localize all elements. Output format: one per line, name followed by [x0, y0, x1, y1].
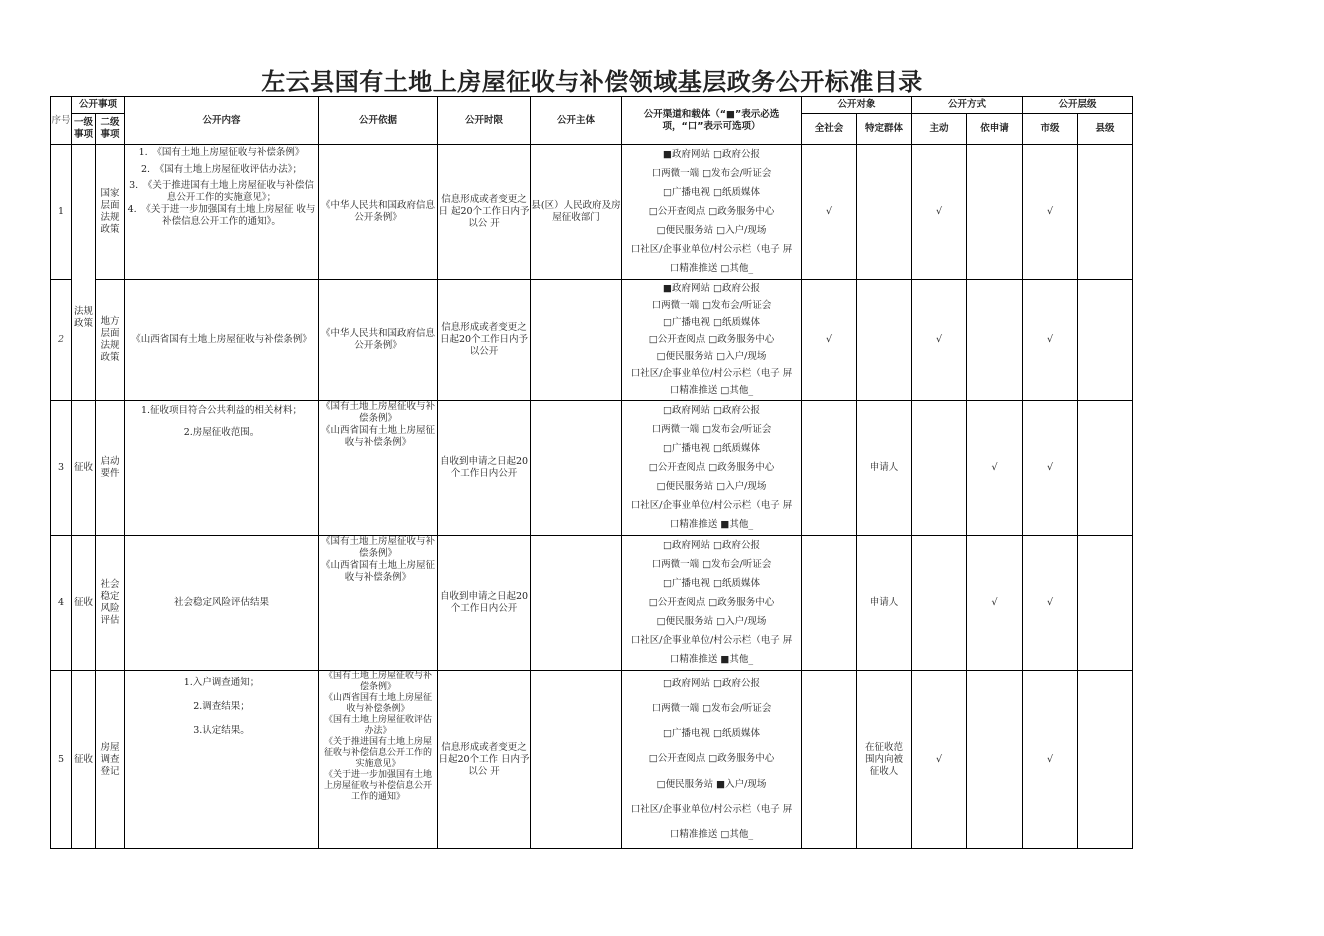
header-audience: 公开对象 — [802, 97, 912, 114]
row-deadline: 自收到申请之日起20个工作日内公开 — [438, 536, 531, 671]
row-content — [125, 145, 319, 280]
check-proactive — [912, 401, 967, 536]
channel-line: □便民服务站 ■入户/现场 — [656, 778, 767, 790]
channel-line: □便民服务站 □入户/现场 — [656, 351, 767, 362]
row-deadline: 信息形成或者变更之日起20个工作 日内予以公 开 — [438, 671, 531, 849]
header-level1: 一级事项 — [72, 114, 96, 145]
header-county: 县级 — [1078, 114, 1133, 145]
content-line: 1.入户调查通知； — [183, 677, 260, 688]
header-basis: 公开依据 — [319, 97, 438, 145]
check-city: √ — [1023, 671, 1078, 849]
page-title: 左云县国有土地上房屋征收与补偿领域基层政务公开标准目录 — [261, 68, 923, 96]
check-proactive: √ — [912, 280, 967, 401]
content-line: 2.房屋征收范围。 — [183, 427, 260, 438]
header-proactive: 主动 — [912, 114, 967, 145]
header-level: 公开层级 — [1023, 97, 1133, 114]
table-row — [51, 401, 1133, 536]
channel-line: □公开查阅点 □政务服务中心 — [648, 334, 775, 345]
channel-line: □广播电视 □纸质媒体 — [663, 578, 760, 589]
channel-line: 口社区/企事业单位/村公示栏（电子 屏 — [630, 244, 793, 255]
row-level2: 社会稳定风险评估 — [96, 536, 125, 671]
header-channel: 公开渠道和载体（“■”表示必选 项，“口”表示可选项） — [622, 97, 802, 145]
table-row — [51, 145, 1133, 280]
check-specific-group — [857, 280, 912, 401]
check-city: √ — [1023, 536, 1078, 671]
row-level2: 启动要件 — [96, 401, 125, 536]
check-county — [1078, 671, 1133, 849]
row-deadline: 信息形成或者变更之日 起20个工作日内予以公 开 — [438, 145, 531, 280]
row-subject — [531, 536, 622, 671]
header-city: 市级 — [1023, 114, 1078, 145]
check-county — [1078, 401, 1133, 536]
channel-line: 口精准推送 ■其他_ — [669, 519, 754, 530]
channel-line: 口社区/企事业单位/村公示栏（电子 屏 — [630, 500, 793, 511]
channel-line: □政府网站 □政府公报 — [663, 540, 760, 551]
check-all-society — [802, 536, 857, 671]
check-specific-group: 申请人 — [857, 536, 912, 671]
table-row — [51, 536, 1133, 671]
content-line: 3. 《关于推进国有土地上房屋征收与补偿信息公开工作的实施意见》； — [129, 180, 314, 203]
row-seq: 4 — [51, 536, 72, 671]
channel-line: □便民服务站 □入户/现场 — [656, 225, 767, 236]
channel-line: □便民服务站 □入户/现场 — [656, 481, 767, 492]
channel-line: □广播电视 □纸质媒体 — [663, 443, 760, 454]
row-seq: 2 — [51, 280, 72, 401]
channel-line: □公开查阅点 □政务服务中心 — [648, 206, 775, 217]
channel-line: 口两微一端 □发布会/听证会 — [651, 300, 772, 311]
channel-line: 口两微一端 □发布会/听证会 — [651, 559, 772, 570]
header-deadline: 公开时限 — [438, 97, 531, 145]
row-subject: 县(区）人民政府及房屋征收部门 — [531, 145, 622, 280]
check-on-request: √ — [967, 536, 1023, 671]
check-on-request — [967, 671, 1023, 849]
content-line: 3.认定结果。 — [193, 725, 250, 736]
row-channels — [622, 671, 802, 849]
channel-line: ■政府网站 □政府公报 — [663, 283, 760, 294]
row-level2: 地方层面法规政策 — [96, 280, 125, 401]
row-deadline: 信息形成或者变更之日起20个工作日内予以公开 — [438, 280, 531, 401]
check-on-request — [967, 280, 1023, 401]
check-county — [1078, 536, 1133, 671]
channel-line: □公开查阅点 □政务服务中心 — [648, 462, 775, 473]
row-content — [125, 671, 319, 849]
check-all-society: √ — [802, 280, 857, 401]
row-level1: 征收 — [72, 536, 96, 671]
check-city: √ — [1023, 401, 1078, 536]
check-city: √ — [1023, 145, 1078, 280]
channel-line: 口两微一端 □发布会/听证会 — [651, 168, 772, 179]
channel-line: 口两微一端 □发布会/听证会 — [651, 703, 772, 715]
row-content: 社会稳定风险评估结果 — [125, 536, 319, 671]
header-subject: 公开主体 — [531, 97, 622, 145]
content-line: 1.征收项目符合公共利益的相关材料； — [140, 405, 303, 416]
row-level1: 征收 — [72, 401, 96, 536]
channel-line: 口精准推送 □其他_ — [669, 828, 754, 840]
channel-line: 口社区/企事业单位/村公示栏（电子 屏 — [630, 803, 793, 815]
row-basis: 《国有土地上房屋征收与补 偿条例》 《山西省国有土地上房屋征 收与补偿条例》 — [319, 401, 438, 536]
header-matter: 公开事项 — [72, 97, 125, 114]
check-all-society — [802, 401, 857, 536]
channel-line: 口精准推送 ■其他_ — [669, 654, 754, 665]
header-specific-group: 特定群体 — [857, 114, 912, 145]
content-line: 4. 《关于进一步加强国有土地上房屋征 收与补偿信息公开工作的通知》。 — [127, 204, 316, 227]
row-level2: 国家层面法规政策 — [96, 145, 125, 280]
catalog-table — [50, 96, 1133, 849]
check-proactive: √ — [912, 145, 967, 280]
content-line: 2. 《国有土地上房屋征收评估办法》； — [140, 164, 303, 175]
row-subject — [531, 401, 622, 536]
row-content: 《山西省国有土地上房屋征收与补偿条例》 — [125, 280, 319, 401]
row-level2: 房屋调查登记 — [96, 671, 125, 849]
channel-line: 口精准推送 □其他_ — [669, 263, 754, 274]
header-method: 公开方式 — [912, 97, 1023, 114]
row-seq: 5 — [51, 671, 72, 849]
check-specific-group: 申请人 — [857, 401, 912, 536]
channel-line: □广播电视 □纸质媒体 — [663, 728, 760, 740]
check-specific-group — [857, 145, 912, 280]
channel-line: 口精准推送 □其他_ — [669, 385, 754, 396]
channel-line: □政府网站 □政府公报 — [663, 678, 760, 690]
row-channels — [622, 401, 802, 536]
row-channels — [622, 280, 802, 401]
row-subject — [531, 280, 622, 401]
row-basis: 《国有土地上房屋征收与补 偿条例》 《山西省国有土地上房屋征 收与补偿条例》 《国有土地上房屋征收评估 办法》 《关于推进国有土地上房屋 征收与补偿信息公开工作的 实施意见》 《关于进一步加强国有土地 上房屋征收与补偿信息公开 工作的通知》 — [319, 671, 438, 849]
header-on-request: 依申请 — [967, 114, 1023, 145]
row-seq: 3 — [51, 401, 72, 536]
content-line: 1. 《国有土地上房屋征收与补偿条例》 — [138, 147, 305, 158]
check-county — [1078, 145, 1133, 280]
content-line: 2.调查结果； — [193, 701, 250, 712]
check-proactive — [912, 536, 967, 671]
check-on-request — [967, 145, 1023, 280]
row-basis: 《中华人民共和国政府信息 公开条例》 — [319, 280, 438, 401]
channel-line: ■政府网站 □政府公报 — [663, 149, 760, 160]
row-basis: 《国有土地上房屋征收与补 偿条例》 《山西省国有土地上房屋征 收与补偿条例》 — [319, 536, 438, 671]
channel-line: □公开查阅点 □政务服务中心 — [648, 753, 775, 765]
check-county — [1078, 280, 1133, 401]
header-seq: 序号 — [51, 97, 72, 145]
channel-line: □政府网站 □政府公报 — [663, 405, 760, 416]
table-row — [51, 671, 1133, 849]
row-level1-merged: 法规政策 — [72, 145, 96, 401]
check-all-society — [802, 671, 857, 849]
row-seq: 1 — [51, 145, 72, 280]
channel-line: 口社区/企事业单位/村公示栏（电子 屏 — [630, 635, 793, 646]
row-level1: 征收 — [72, 671, 96, 849]
channel-line: □便民服务站 □入户/现场 — [656, 616, 767, 627]
header-all-society: 全社会 — [802, 114, 857, 145]
table-row — [51, 280, 1133, 401]
channel-line: □广播电视 □纸质媒体 — [663, 317, 760, 328]
header-content: 公开内容 — [125, 97, 319, 145]
channel-line: □公开查阅点 □政务服务中心 — [648, 597, 775, 608]
header-level2: 二级事项 — [96, 114, 125, 145]
check-specific-group: 在征收范围内向被征收人 — [857, 671, 912, 849]
check-proactive: √ — [912, 671, 967, 849]
row-channels — [622, 536, 802, 671]
row-deadline: 自收到申请之日起20个工作日内公开 — [438, 401, 531, 536]
row-subject — [531, 671, 622, 849]
channel-line: □广播电视 □纸质媒体 — [663, 187, 760, 198]
channel-line: 口两微一端 □发布会/听证会 — [651, 424, 772, 435]
check-on-request: √ — [967, 401, 1023, 536]
check-city: √ — [1023, 280, 1078, 401]
check-all-society: √ — [802, 145, 857, 280]
row-content — [125, 401, 319, 536]
channel-line: 口社区/企事业单位/村公示栏（电子 屏 — [630, 368, 793, 379]
row-channels — [622, 145, 802, 280]
row-basis: 《中华人民共和国政府信息 公开条例》 — [319, 145, 438, 280]
